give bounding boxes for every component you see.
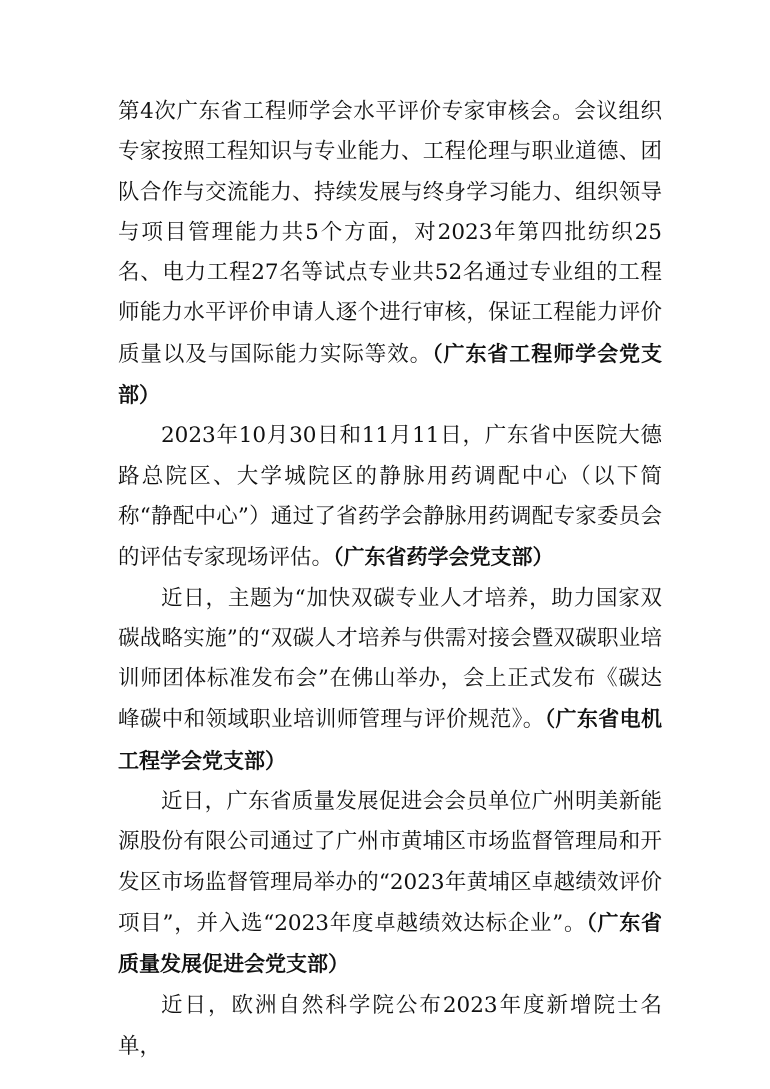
paragraph-electrical-society: [118, 579, 662, 782]
paragraph-text: 近日，主题为“加快双碳专业人才培养，助力国家双碳战略实施”的“双碳人才培养与供需对接会暨双碳职业培训师团体标准发布会”在佛山举办，会上正式发布《碳达峰碳中和领域职业培训师管理与评价规范》。: [118, 585, 662, 733]
paragraph-quality-association: [118, 782, 662, 985]
paragraph-text: 近日，广东省质量发展促进会会员单位广州明美新能源股份有限公司通过了广州市黄埔区市场监督管理局和开发区市场监督管理局举办的“2023年黄埔区卓越绩效评价项目”，并入选“2023年度卓越绩效达标企业”。: [118, 789, 662, 936]
paragraph-academy: [118, 986, 662, 1068]
paragraph-text: 近日，欧洲自然科学院公布2023年度新增院士名单，: [118, 992, 662, 1059]
paragraph-text: 第4次广东省工程师学会水平评价专家审核会。会议组织专家按照工程知识与专业能力、工程伦理与职业道德、团队合作与交流能力、持续发展与终身学习能力、组织领导与项目管理能力共5个方面，对2023年第四批纺织25名、电力工程27名等试点专业共52名通过专业组的工程师能力水平评价申请人逐个进行审核，保证工程能力评价质量以及与国际能力实际等效。: [118, 99, 662, 367]
paragraph-pharmacy-society: [118, 416, 662, 578]
paragraph-source: （广东省电机工程学会党支部）: [118, 707, 662, 773]
document-body: [118, 92, 662, 1067]
paragraph-text: 2023年10月30日和11月11日，广东省中医院大德路总院区、大学城院区的静脉用药调配中心（以下简称“静配中心”）通过了省药学会静脉用药调配专家委员会的评估专家现场评估。: [118, 423, 662, 571]
paragraph-source: （广东省质量发展促进会党支部）: [118, 910, 662, 977]
paragraph-source: （广东省药学会党支部）: [333, 545, 554, 570]
paragraph-engineer-society: [118, 92, 662, 416]
paragraph-source: （广东省工程师学会党支部）: [118, 341, 662, 408]
